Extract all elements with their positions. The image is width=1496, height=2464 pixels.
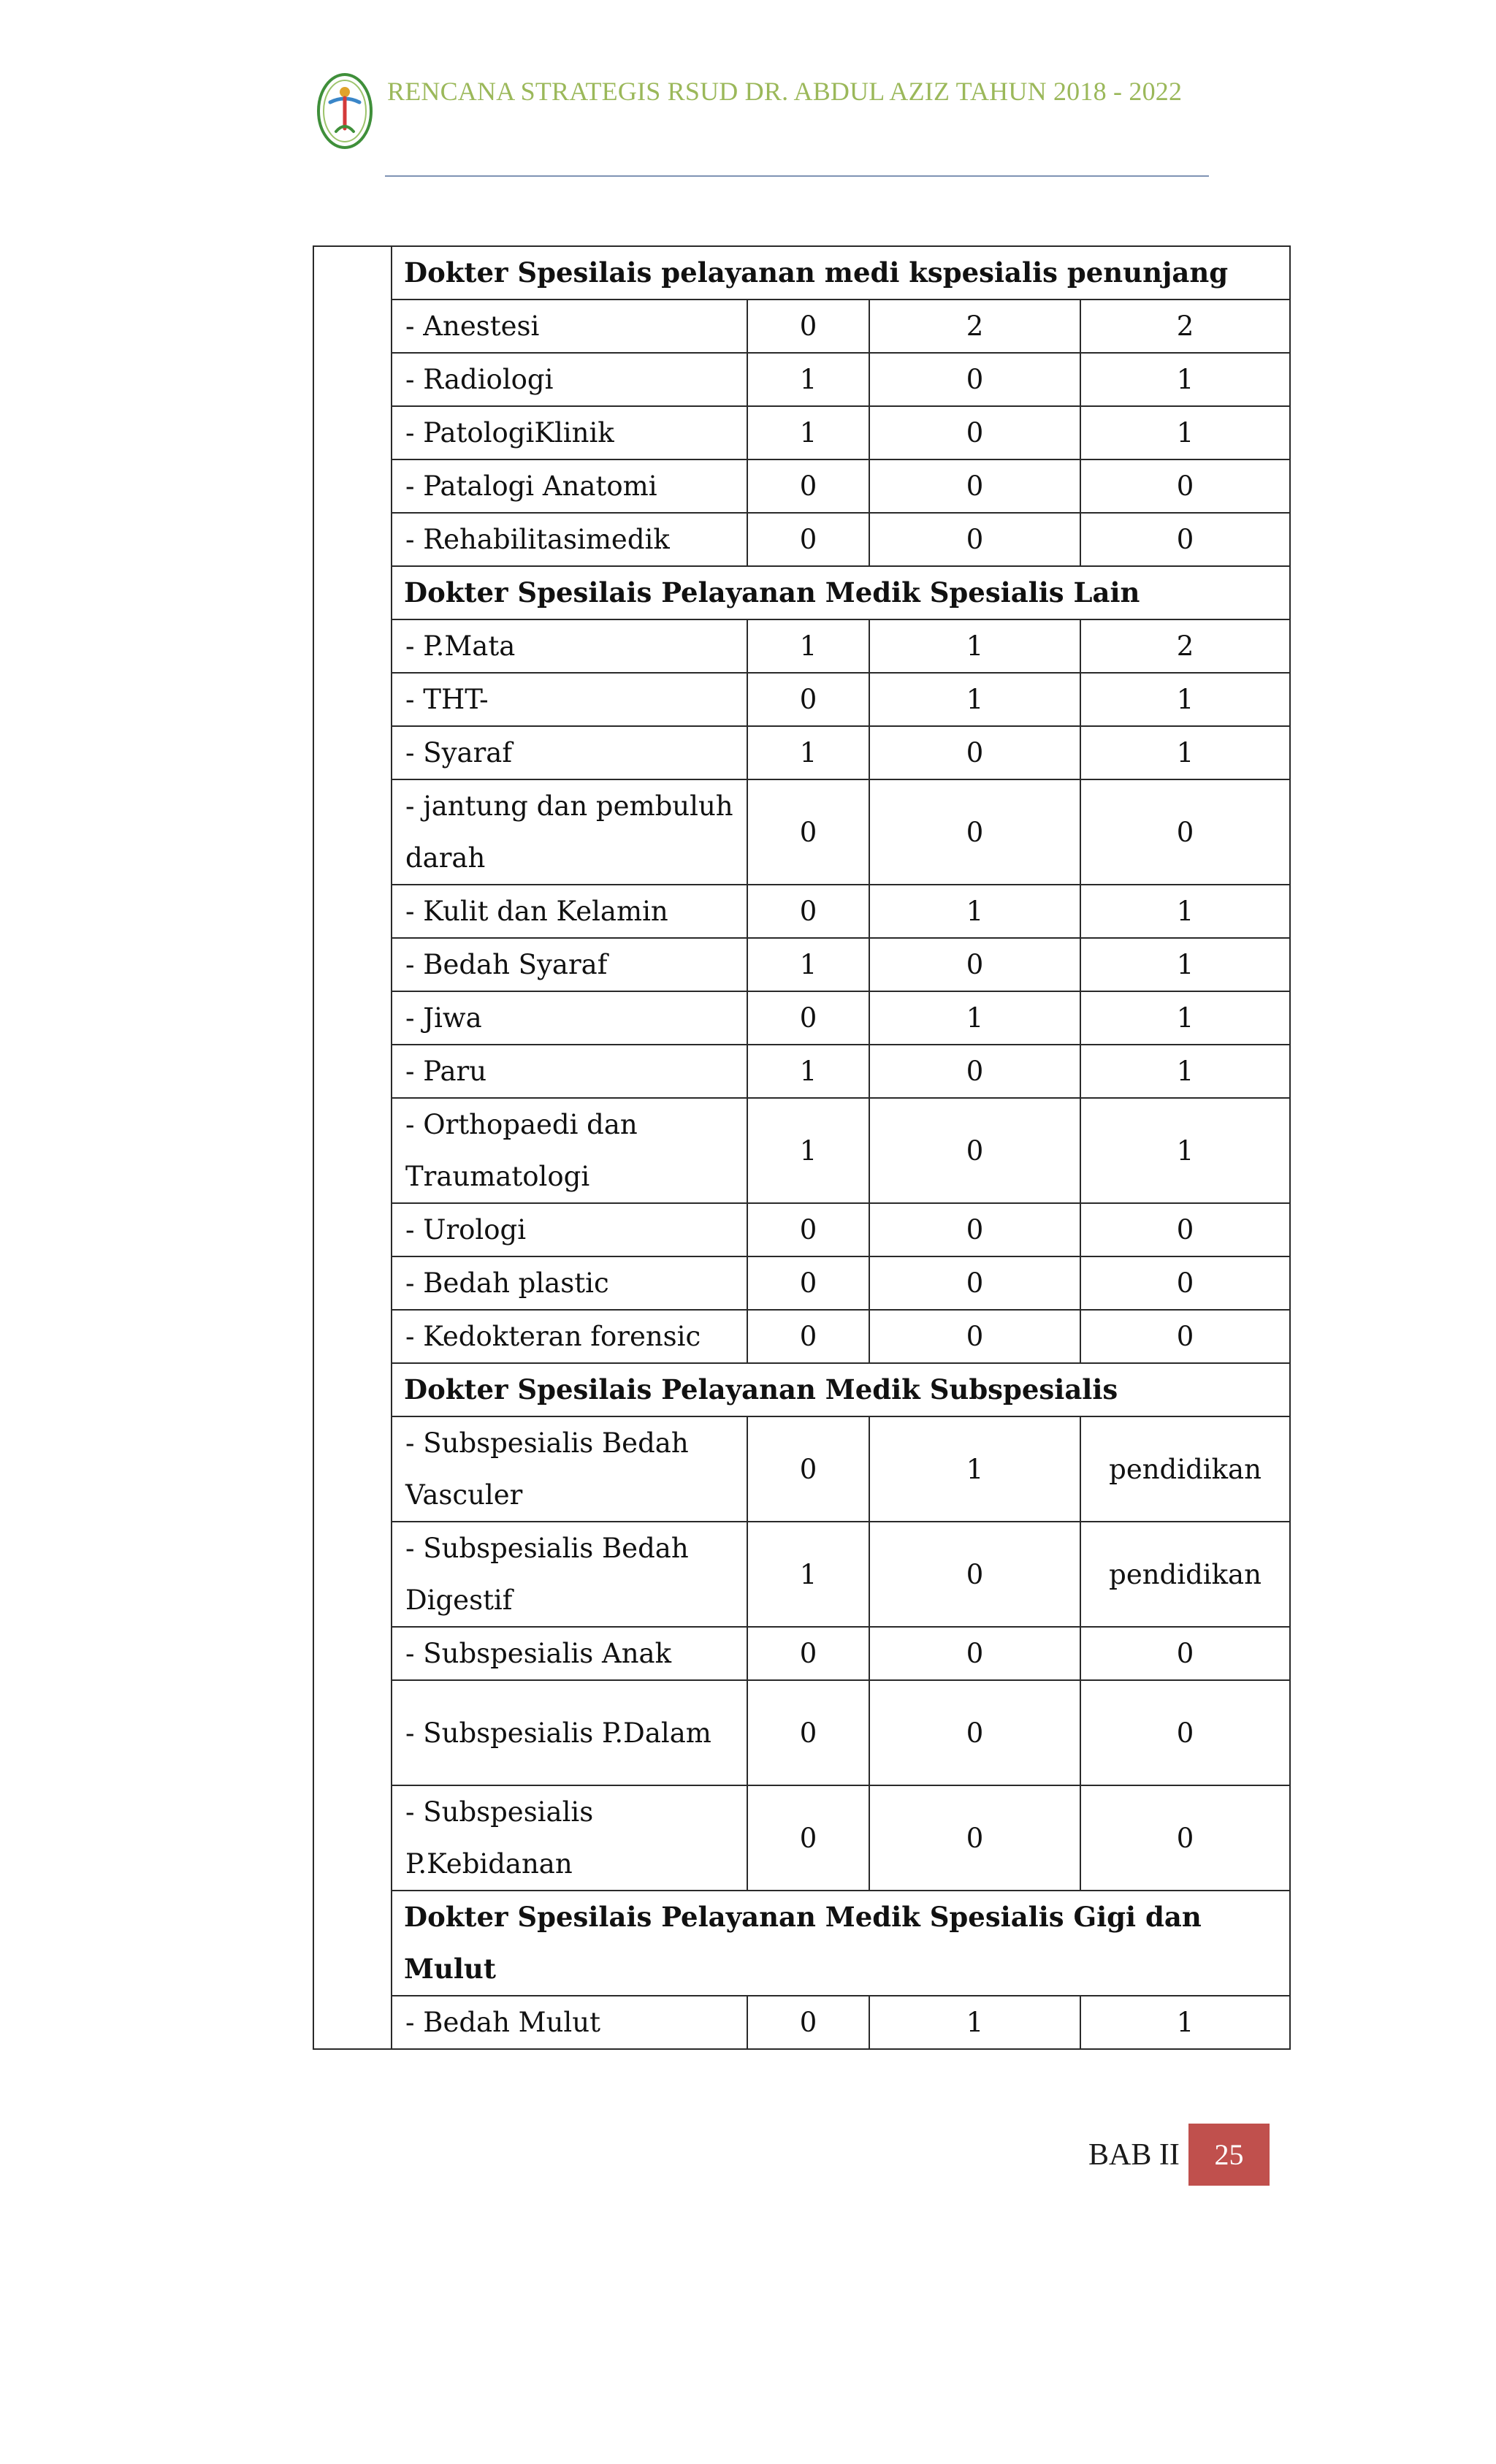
row-label: - Anestesi <box>392 300 747 353</box>
table-row <box>313 1627 1290 1680</box>
row-label: - Orthopaedi dan Traumatologi <box>392 1098 747 1203</box>
cell-value: 2 <box>869 300 1080 353</box>
row-label: - Subspesialis P.Kebidanan <box>392 1785 747 1891</box>
row-label: - Kedokteran forensic <box>392 1310 747 1363</box>
cell-value: 1 <box>747 1045 869 1098</box>
table-row <box>313 619 1290 673</box>
cell-value: pendidikan <box>1080 1522 1290 1627</box>
cell-value: 0 <box>747 673 869 726</box>
cell-value: 0 <box>869 353 1080 406</box>
cell-value: 1 <box>1080 885 1290 938</box>
cell-value: 0 <box>747 459 869 513</box>
table-row <box>313 991 1290 1045</box>
cell-value: 0 <box>747 1785 869 1891</box>
cell-value: 1 <box>1080 1045 1290 1098</box>
cell-value: 0 <box>747 1256 869 1310</box>
row-label: - Urologi <box>392 1203 747 1256</box>
cell-value: 1 <box>747 1522 869 1627</box>
table-row <box>313 1098 1290 1203</box>
table-row <box>313 406 1290 459</box>
cell-value: 1 <box>747 938 869 991</box>
table-row <box>313 1045 1290 1098</box>
cell-value: 0 <box>1080 1627 1290 1680</box>
cell-value: 1 <box>1080 726 1290 779</box>
cell-value: 1 <box>1080 406 1290 459</box>
row-label: - P.Mata <box>392 619 747 673</box>
table-row <box>313 1522 1290 1627</box>
cell-value: 0 <box>747 1627 869 1680</box>
row-label: - Radiologi <box>392 353 747 406</box>
cell-value: 0 <box>869 1310 1080 1363</box>
cell-value: 0 <box>1080 459 1290 513</box>
cell-value: 1 <box>1080 673 1290 726</box>
cell-value: 1 <box>869 673 1080 726</box>
cell-value: 0 <box>869 459 1080 513</box>
table-row <box>313 1996 1290 2049</box>
cell-value: 1 <box>747 726 869 779</box>
row-label: - Patalogi Anatomi <box>392 459 747 513</box>
specialist-staff-table <box>313 245 1291 2050</box>
cell-value: 0 <box>747 300 869 353</box>
cell-value: 0 <box>1080 1310 1290 1363</box>
cell-value: 0 <box>869 406 1080 459</box>
table-row <box>313 1256 1290 1310</box>
header-divider <box>385 175 1209 177</box>
cell-value: 2 <box>1080 619 1290 673</box>
row-label: - jantung dan pembuluh darah <box>392 779 747 885</box>
cell-value: 0 <box>747 1203 869 1256</box>
table-row <box>313 726 1290 779</box>
cell-value: 0 <box>869 1627 1080 1680</box>
cell-value: 1 <box>1080 1996 1290 2049</box>
cell-value: 0 <box>747 1996 869 2049</box>
cell-value: 1 <box>1080 353 1290 406</box>
row-label: - Kulit dan Kelamin <box>392 885 747 938</box>
table-row <box>313 885 1290 938</box>
cell-value: 0 <box>1080 779 1290 885</box>
table-row <box>313 673 1290 726</box>
table-row <box>313 353 1290 406</box>
cell-value: 0 <box>1080 1203 1290 1256</box>
row-label: - Rehabilitasimedik <box>392 513 747 566</box>
section-header: Dokter Spesilais Pelayanan Medik Spesialis Lain <box>392 566 1290 619</box>
cell-value: 0 <box>869 1203 1080 1256</box>
cell-value: 0 <box>869 938 1080 991</box>
cell-value: 0 <box>869 1098 1080 1203</box>
row-label: - Subspesialis P.Dalam <box>392 1680 747 1785</box>
cell-value: 0 <box>1080 1256 1290 1310</box>
cell-value: 0 <box>747 1310 869 1363</box>
chapter-label: BAB II <box>1088 2138 1180 2172</box>
cell-value: 1 <box>747 406 869 459</box>
table-row <box>313 1203 1290 1256</box>
cell-value: 1 <box>1080 991 1290 1045</box>
table-row <box>313 1785 1290 1891</box>
row-label: - Bedah plastic <box>392 1256 747 1310</box>
cell-value: 0 <box>869 726 1080 779</box>
table-row <box>313 513 1290 566</box>
cell-value: 1 <box>1080 1098 1290 1203</box>
cell-value: 0 <box>747 991 869 1045</box>
cell-value: 1 <box>747 619 869 673</box>
row-label: - Subspesialis Bedah Digestif <box>392 1522 747 1627</box>
cell-value: 0 <box>869 1785 1080 1891</box>
cell-value: 0 <box>869 1256 1080 1310</box>
cell-value: 0 <box>1080 513 1290 566</box>
row-label: - Paru <box>392 1045 747 1098</box>
cell-value: 1 <box>869 1996 1080 2049</box>
hospital-logo-icon <box>316 70 374 152</box>
cell-value: 0 <box>747 885 869 938</box>
cell-value: 0 <box>1080 1785 1290 1891</box>
cell-value: 2 <box>1080 300 1290 353</box>
cell-value: 0 <box>869 1045 1080 1098</box>
cell-value: 0 <box>869 513 1080 566</box>
cell-value: 0 <box>1080 1680 1290 1785</box>
cell-value: pendidikan <box>1080 1416 1290 1522</box>
row-label: - Subspesialis Bedah Vasculer <box>392 1416 747 1522</box>
row-label: - PatologiKlinik <box>392 406 747 459</box>
cell-value: 1 <box>1080 938 1290 991</box>
section-header: Dokter Spesilais Pelayanan Medik Subspesialis <box>392 1363 1290 1416</box>
cell-value: 1 <box>869 885 1080 938</box>
cell-value: 1 <box>747 353 869 406</box>
cell-value: 0 <box>869 1680 1080 1785</box>
cell-value: 1 <box>869 991 1080 1045</box>
row-label: - Bedah Mulut <box>392 1996 747 2049</box>
row-label: - Syaraf <box>392 726 747 779</box>
cell-value: 1 <box>869 1416 1080 1522</box>
cell-value: 0 <box>747 513 869 566</box>
cell-value: 0 <box>869 779 1080 885</box>
cell-value: 0 <box>747 779 869 885</box>
section-header: Dokter Spesilais Pelayanan Medik Spesialis Gigi dan Mulut <box>392 1891 1290 1996</box>
row-label: - Jiwa <box>392 991 747 1045</box>
cell-value: 1 <box>747 1098 869 1203</box>
cell-value: 0 <box>747 1680 869 1785</box>
row-label: - Subspesialis Anak <box>392 1627 747 1680</box>
table-row <box>313 300 1290 353</box>
table-row <box>313 1310 1290 1363</box>
table-row <box>313 459 1290 513</box>
table-row <box>313 1680 1290 1785</box>
page-number-badge: 25 <box>1188 2124 1270 2186</box>
cell-value: 0 <box>747 1416 869 1522</box>
table-row <box>313 1416 1290 1522</box>
section-header: Dokter Spesilais pelayanan medi kspesialis penunjang <box>392 246 1290 300</box>
row-label: - THT- <box>392 673 747 726</box>
row-label: - Bedah Syaraf <box>392 938 747 991</box>
left-blank-column <box>313 246 392 2049</box>
table-row <box>313 779 1290 885</box>
cell-value: 0 <box>869 1522 1080 1627</box>
cell-value: 1 <box>869 619 1080 673</box>
document-header-title: RENCANA STRATEGIS RSUD DR. ABDUL AZIZ TAHUN 2018 - 2022 <box>387 77 1183 106</box>
table-row <box>313 938 1290 991</box>
